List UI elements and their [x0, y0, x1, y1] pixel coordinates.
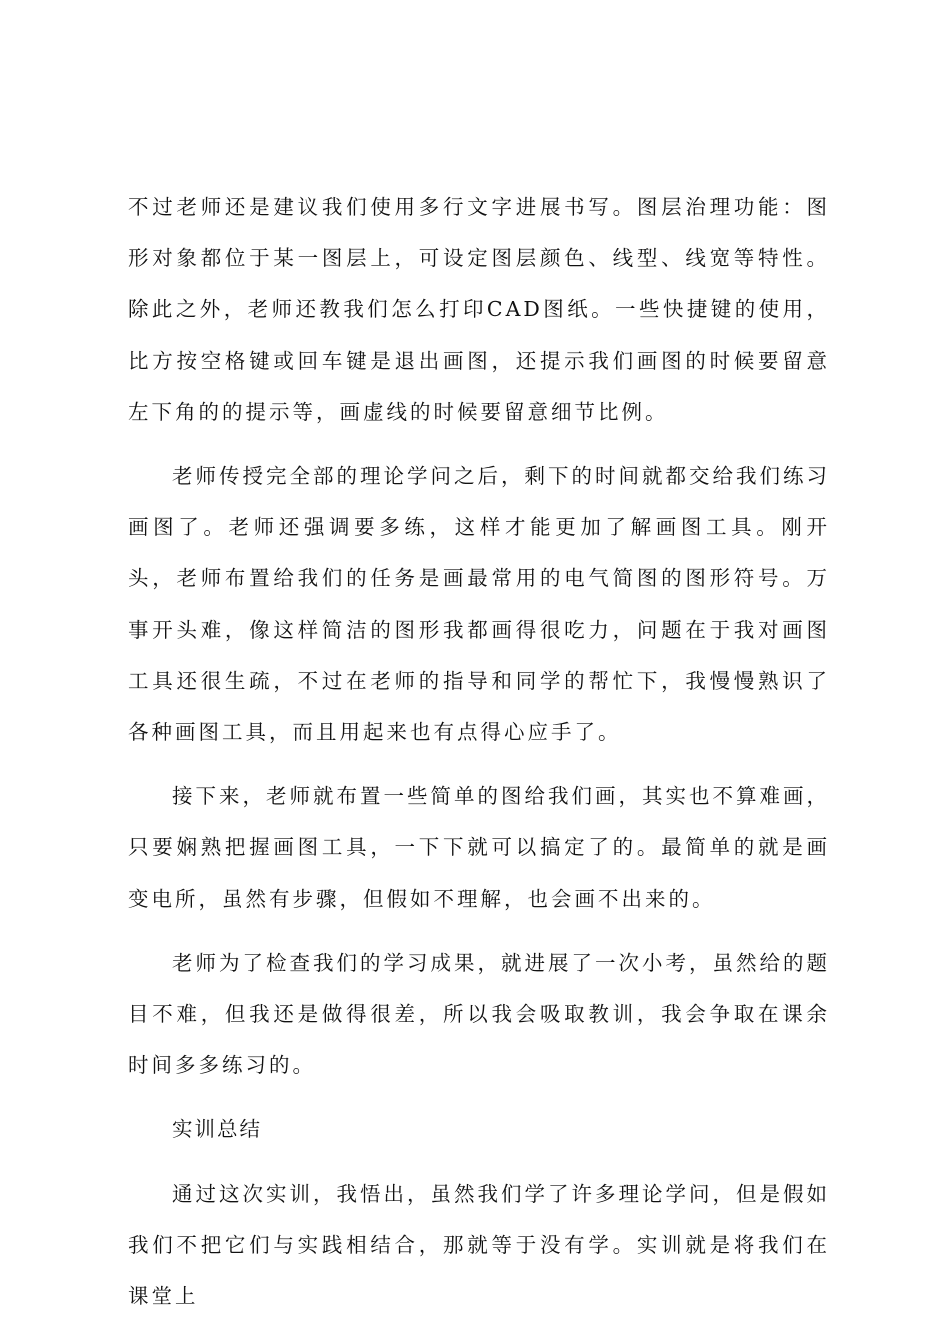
paragraph-quiz: 老师为了检查我们的学习成果，就进展了一次小考，虽然给的题目不难，但我还是做得很差，所以我会吸取教训，我会争取在课余时间多多练习的。 [128, 950, 830, 1078]
section-heading: 实训总结 [172, 1117, 262, 1142]
paragraph-simple-drawings: 接下来，老师就布置一些简单的图给我们画，其实也不算难画，只要娴熟把握画图工具，一下下就可以搞定了的。最简单的就是画变电所，虽然有步骤，但假如不理解，也会画不出来的。 [128, 784, 830, 911]
document-body [128, 182, 830, 1335]
paragraph-summary: 通过这次实训，我悟出，虽然我们学了许多理论学问，但是假如我们不把它们与实践相结合，那就等于没有学。实训就是将我们在课堂上 [128, 1181, 830, 1309]
paragraph-layer-management: 不过老师还是建议我们使用多行文字进展书写。图层治理功能：图形对象都位于某一图层上，可设定图层颜色、线型、线宽等特性。除此之外，老师还教我们怎么打印CAD图纸。一些快捷键的使用，比方按空格键或回车键是退出画图，还提示我们画图的时候要留意左下角的的提示等，画虚线的时候要留意细节比例。 [128, 195, 830, 424]
paragraph-drawing-practice: 老师传授完全部的理论学问之后，剩下的时间就都交给我们练习画图了。老师还强调要多练，这样才能更加了解画图工具。刚开头，老师布置给我们的任务是画最常用的电气简图的图形符号。万事开头难，像这样简洁的图形我都画得很吃力，问题在于我对画图工具还很生疏，不过在老师的指导和同学的帮忙下，我慢慢熟识了各种画图工具，而且用起来也有点得心应手了。 [128, 464, 830, 745]
